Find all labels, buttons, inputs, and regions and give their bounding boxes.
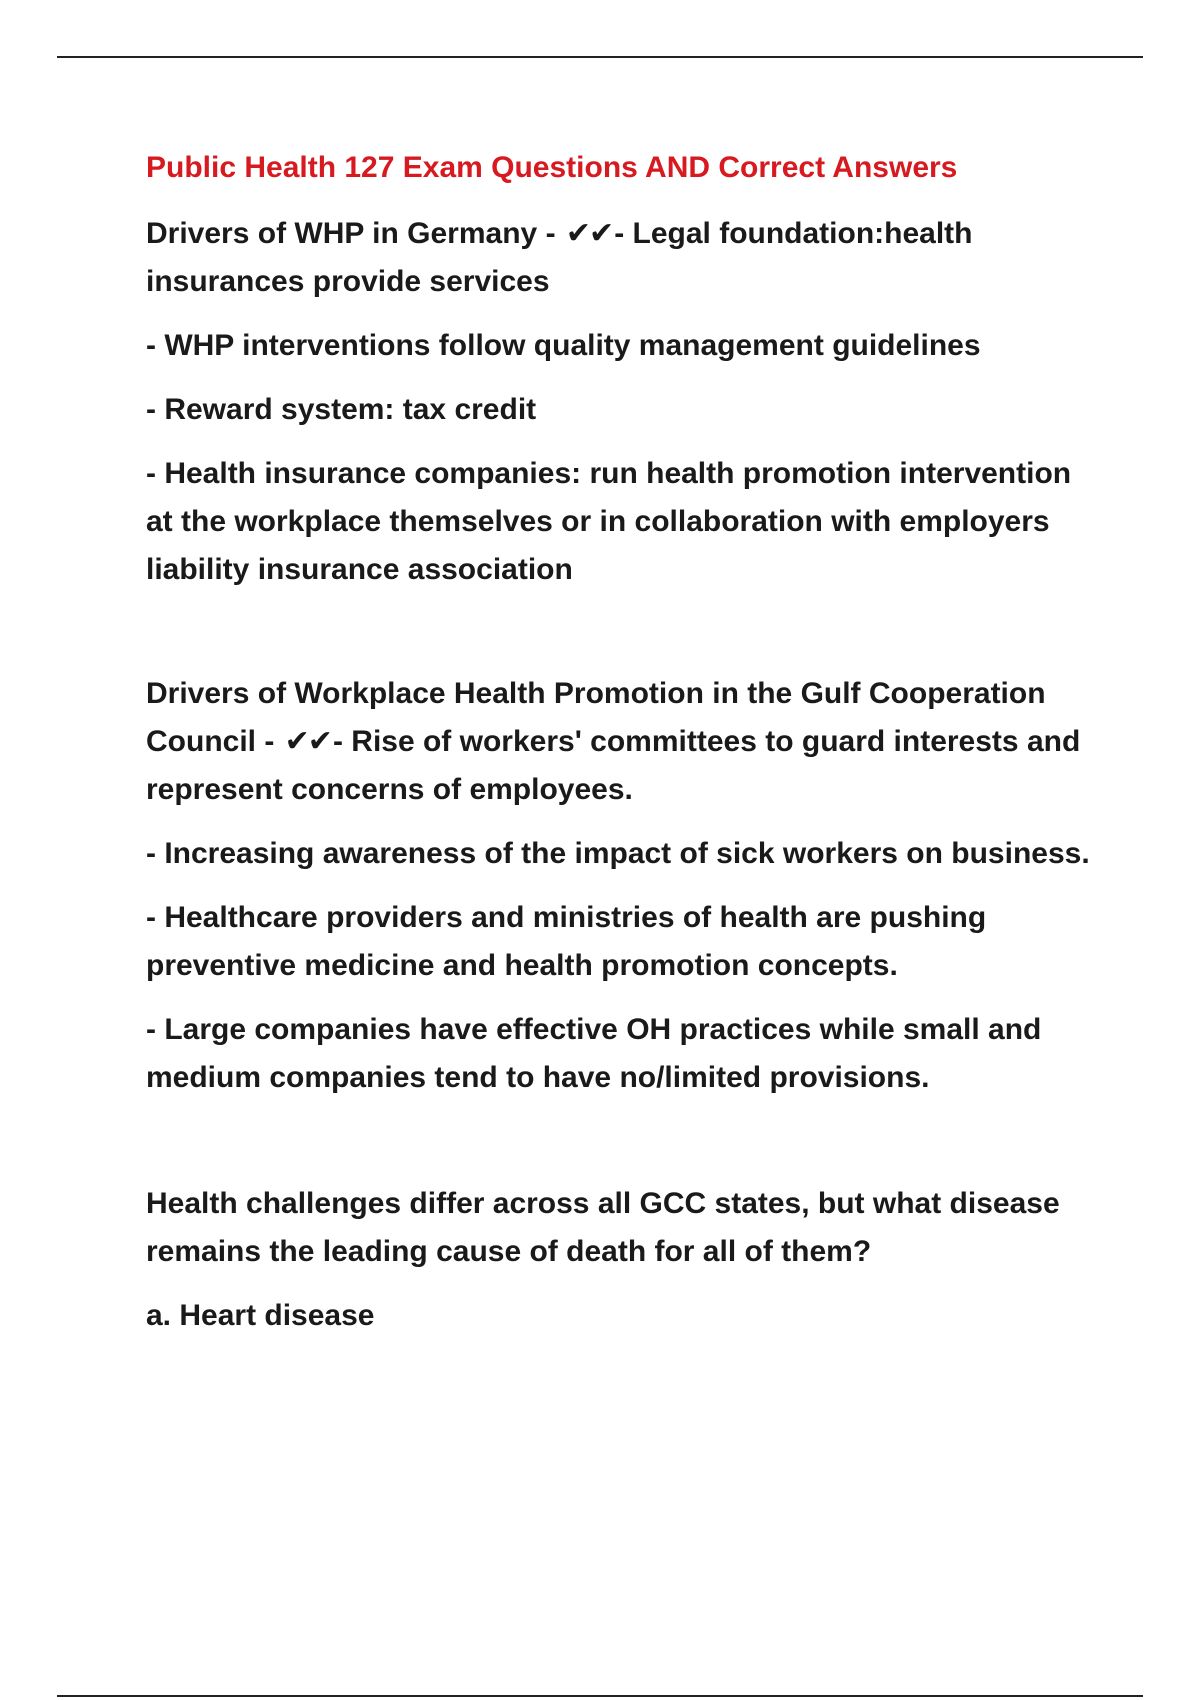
spacer <box>146 1118 1096 1180</box>
document-title: Public Health 127 Exam Questions AND Correct Answers <box>146 151 958 184</box>
qa-1-point-1: - WHP interventions follow quality management guidelines <box>146 329 981 362</box>
qa-2-question: Drivers of Workplace Health Promotion in the Gulf Cooperation Council - <box>146 677 1046 758</box>
question-3: Health challenges differ across all GCC states, but what disease remains the leading cause of death for all of them? <box>146 1187 1060 1268</box>
qa-1-answer: - Legal foundation:health insurances provide services <box>146 217 973 298</box>
qa-2-point-3: - Large companies have effective OH practices while small and medium companies tend to have no/limited provisions. <box>146 1013 1042 1094</box>
double-check-icon: ✔✔ <box>284 724 331 759</box>
qa-2-answer: - Rise of workers' committees to guard interests and represent concerns of employees. <box>146 725 1081 806</box>
spacer <box>146 610 1096 670</box>
footer-rule <box>57 1695 1143 1697</box>
qa-2-point-2: - Healthcare providers and ministries of health are pushing preventive medicine and health promotion concepts. <box>146 901 987 982</box>
qa-1-question: Drivers of WHP in Germany - <box>146 217 556 250</box>
qa-2-first <box>146 670 1096 814</box>
qa-1-point-3: - Health insurance companies: run health promotion intervention at the workplace themselves or in collaboration with employers liability insurance association <box>146 457 1072 586</box>
qa-1-point-2: - Reward system: tax credit <box>146 393 537 426</box>
qa-1-first <box>146 210 1096 306</box>
qa-2-point-1: - Increasing awareness of the impact of sick workers on business. <box>146 837 1090 870</box>
document-body <box>146 146 1096 1356</box>
header-rule <box>57 56 1143 58</box>
double-check-icon: ✔✔ <box>565 216 613 251</box>
question-3-option-a: a. Heart disease <box>146 1299 375 1332</box>
